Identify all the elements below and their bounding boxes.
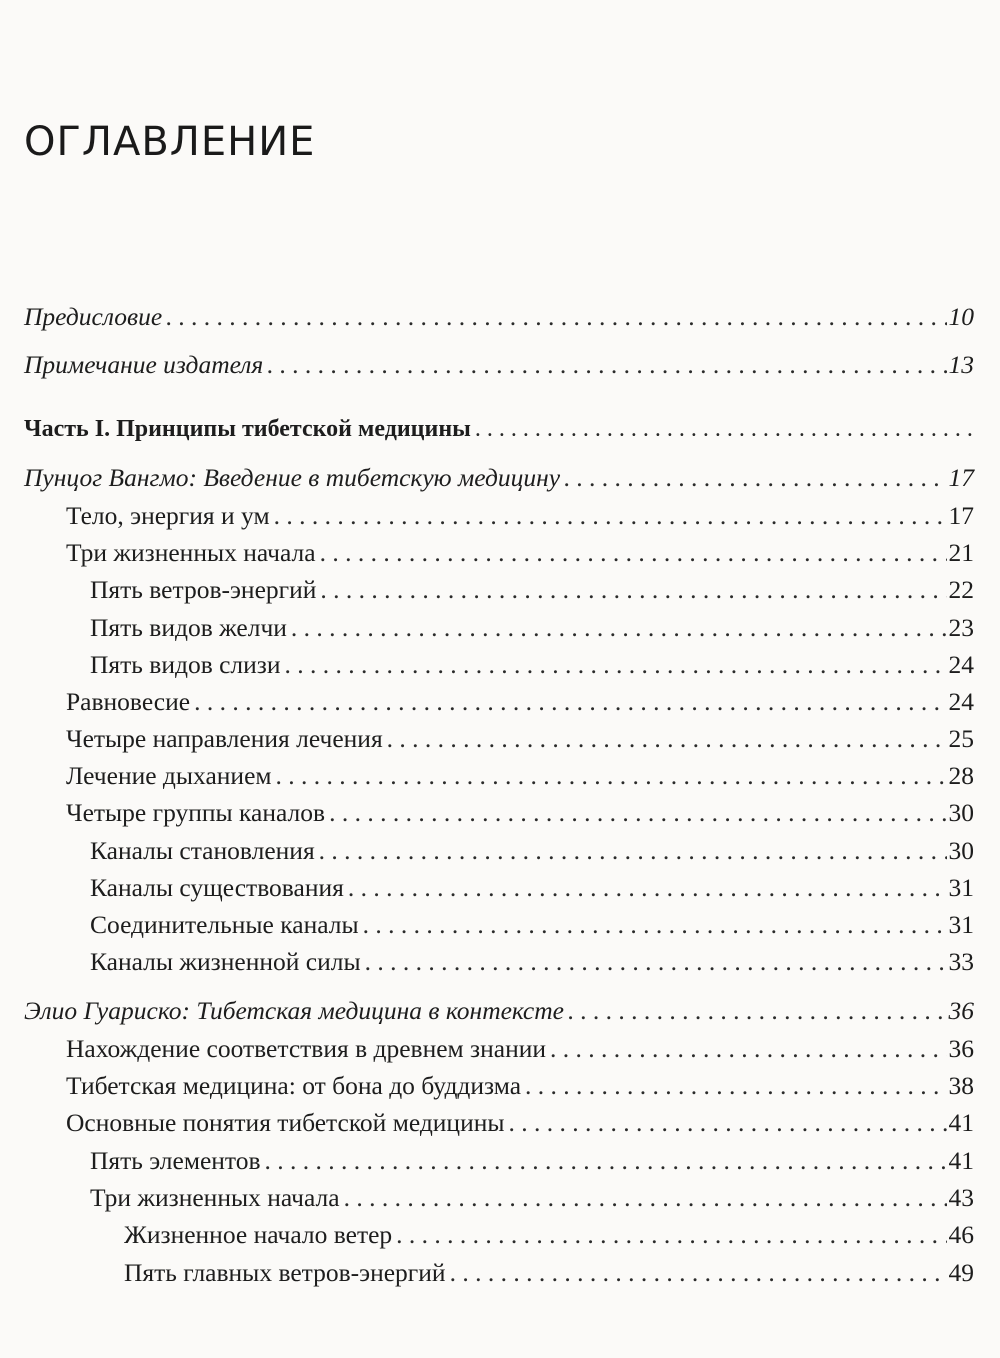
toc-entry-subsection bbox=[0, 1146, 974, 1176]
toc-page-number: 33 bbox=[948, 947, 974, 976]
toc-entry-subsection bbox=[0, 836, 974, 866]
toc-entry-label: Тело, энергия и ум bbox=[66, 501, 270, 530]
toc-page-number: 24 bbox=[948, 687, 974, 716]
toc-page-number: 28 bbox=[948, 761, 974, 790]
toc-entry-label: Пять видов слизи bbox=[90, 650, 281, 679]
toc-entry-chapter bbox=[0, 996, 974, 1026]
toc-page-number: 41 bbox=[948, 1108, 974, 1137]
toc-entry-label: Основные понятия тибетской медицины bbox=[66, 1108, 505, 1137]
toc-page-number: 41 bbox=[948, 1146, 974, 1175]
dot-leader bbox=[387, 724, 947, 754]
toc-entry-label: Соединительные каналы bbox=[90, 910, 359, 939]
toc-entry-subsection bbox=[0, 575, 974, 605]
dot-leader bbox=[550, 1034, 946, 1064]
toc-entry-section bbox=[0, 501, 974, 531]
toc-entry-label: Три жизненных начала bbox=[90, 1183, 340, 1212]
toc-page-number: 25 bbox=[948, 724, 974, 753]
toc-entry-label: Примечание издателя bbox=[24, 350, 264, 379]
toc-page-number: 22 bbox=[948, 575, 974, 604]
toc-page-number: 17 bbox=[948, 501, 974, 530]
toc-entry-subsection bbox=[0, 947, 974, 977]
dot-leader bbox=[274, 501, 947, 531]
toc-page-number: 23 bbox=[948, 613, 974, 642]
toc-entry-section bbox=[0, 687, 974, 717]
dot-leader bbox=[276, 761, 947, 791]
toc-entry-subsubsection bbox=[0, 1258, 974, 1288]
toc-entry-label: Часть I. Принципы тибетской медицины bbox=[24, 416, 471, 442]
dot-leader bbox=[194, 687, 946, 717]
toc-entry-label: Пять элементов bbox=[90, 1146, 261, 1175]
toc-page-number: 49 bbox=[948, 1258, 974, 1287]
toc-part-heading bbox=[0, 414, 974, 444]
toc-entry-section bbox=[0, 1071, 974, 1101]
dot-leader bbox=[329, 798, 946, 828]
dot-leader bbox=[291, 613, 947, 643]
toc-entry-section bbox=[0, 761, 974, 791]
dot-leader bbox=[363, 910, 947, 940]
dot-leader bbox=[319, 836, 947, 866]
dot-leader bbox=[525, 1071, 946, 1101]
toc-entry-subsection bbox=[0, 613, 974, 643]
toc-entry-label: Элио Гуариско: Тибетская медицина в контексте bbox=[24, 996, 564, 1025]
toc-entry-label: Пять главных ветров-энергий bbox=[124, 1258, 446, 1287]
dot-leader bbox=[564, 463, 946, 493]
toc-page-number: 36 bbox=[948, 996, 974, 1025]
toc-entry-publisher-note bbox=[0, 350, 974, 380]
toc-entry-subsubsection bbox=[0, 1220, 974, 1250]
dot-leader bbox=[509, 1108, 947, 1138]
toc-entry-section bbox=[0, 538, 974, 568]
toc-entry-label: Пунцог Вангмо: Введение в тибетскую медицину bbox=[24, 463, 561, 492]
toc-entry-subsection bbox=[0, 650, 974, 680]
toc-page-number: 43 bbox=[948, 1183, 974, 1212]
toc-page-number: 31 bbox=[948, 873, 974, 902]
toc-page-number: 30 bbox=[948, 798, 974, 827]
toc-entry-section bbox=[0, 1034, 974, 1064]
page-title: ОГЛАВЛЕНИЕ bbox=[24, 119, 316, 165]
toc-entry-label: Тибетская медицина: от бона до буддизма bbox=[66, 1071, 522, 1100]
dot-leader bbox=[320, 538, 947, 568]
toc-entry-label: Лечение дыханием bbox=[66, 761, 272, 790]
toc-entry-label: Три жизненных начала bbox=[66, 538, 316, 567]
toc-entry-label: Пять ветров-энергий bbox=[90, 575, 317, 604]
toc-entry-section bbox=[0, 798, 974, 828]
toc-entry-label: Жизненное начало ветер bbox=[124, 1220, 393, 1249]
toc-entry-label: Четыре группы каналов bbox=[66, 798, 326, 827]
toc-entry-subsection bbox=[0, 910, 974, 940]
toc-entry-section bbox=[0, 724, 974, 754]
dot-leader bbox=[267, 350, 946, 380]
toc-entry-label: Нахождение соответствия в древнем знании bbox=[66, 1034, 547, 1063]
dot-leader bbox=[344, 1183, 947, 1213]
toc-page-number: 10 bbox=[948, 302, 974, 331]
toc-entry-label: Каналы существования bbox=[90, 873, 344, 902]
dot-leader bbox=[265, 1146, 947, 1176]
toc-page-number: 17 bbox=[948, 463, 974, 492]
dot-leader bbox=[568, 996, 947, 1026]
dot-leader bbox=[365, 947, 947, 977]
toc-entry-label: Равновесие bbox=[66, 687, 191, 716]
toc-entry-section bbox=[0, 1108, 974, 1138]
dot-leader bbox=[166, 302, 946, 332]
toc-entry-preface bbox=[0, 302, 974, 332]
dot-leader bbox=[450, 1258, 947, 1288]
toc-page-number: 21 bbox=[948, 538, 974, 567]
toc-page-number: 24 bbox=[948, 650, 974, 679]
toc-page-number: 46 bbox=[948, 1220, 974, 1249]
dot-leader bbox=[475, 414, 972, 444]
toc-entry-subsection bbox=[0, 1183, 974, 1213]
toc-entry-label: Четыре направления лечения bbox=[66, 724, 383, 753]
toc-page-number: 38 bbox=[948, 1071, 974, 1100]
toc-entry-subsection bbox=[0, 873, 974, 903]
toc-page-number: 13 bbox=[948, 350, 974, 379]
dot-leader bbox=[285, 650, 947, 680]
toc-entry-label: Предисловие bbox=[24, 302, 163, 331]
toc-entry-label: Каналы становления bbox=[90, 836, 315, 865]
toc-entry-chapter bbox=[0, 463, 974, 493]
toc-page-number: 31 bbox=[948, 910, 974, 939]
toc-page-number: 30 bbox=[948, 836, 974, 865]
toc-page-number: 36 bbox=[948, 1034, 974, 1063]
dot-leader bbox=[396, 1220, 946, 1250]
dot-leader bbox=[320, 575, 946, 605]
toc-entry-label: Каналы жизненной силы bbox=[90, 947, 361, 976]
toc-entry-label: Пять видов желчи bbox=[90, 613, 287, 642]
dot-leader bbox=[348, 873, 947, 903]
